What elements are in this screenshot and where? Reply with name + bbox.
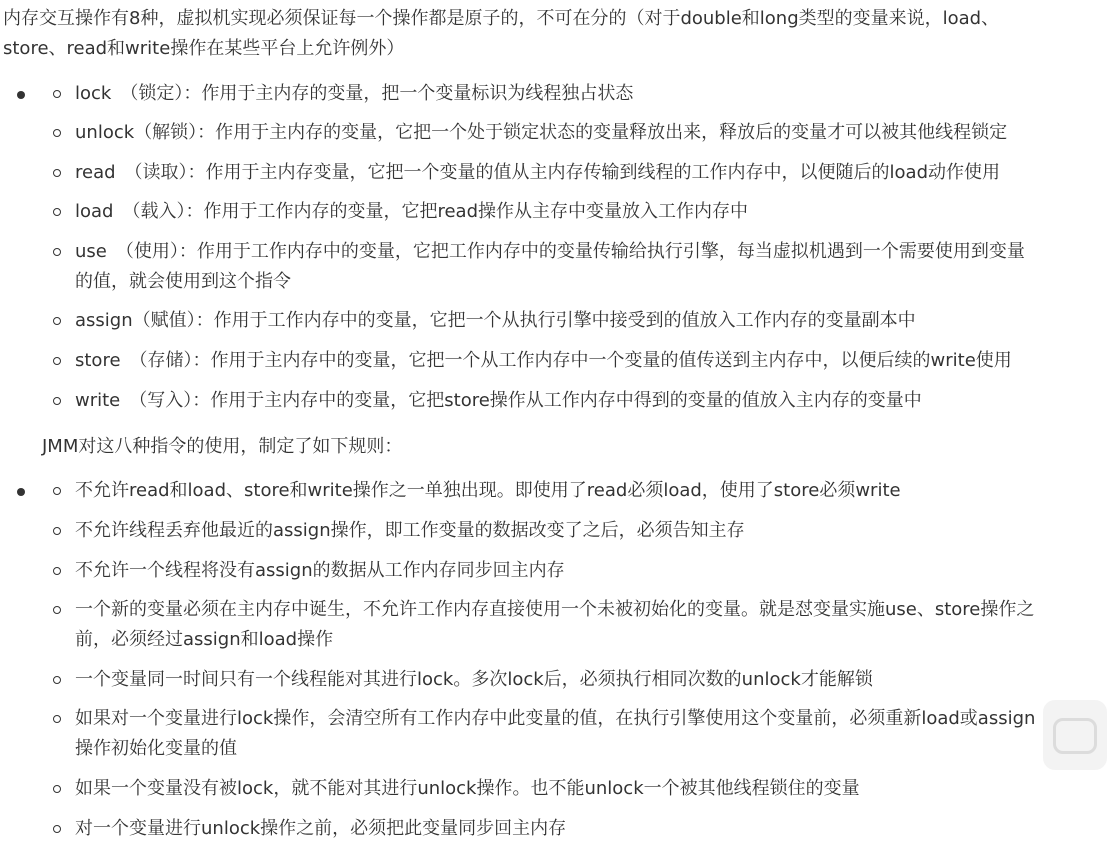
intro-line-1: 内存交互操作有8种，虚拟机实现必须保证每一个操作都是原子的，不可在分的（对于double和long类型的变量来说，load、: [3, 8, 1000, 29]
circle-bullet: [53, 825, 61, 833]
intro-paragraph: [3, 4, 1103, 64]
rule-item: 一个变量同一时间只有一个线程能对其进行lock。多次lock后，必须执行相同次数的unlock才能解锁: [75, 669, 873, 690]
circle-bullet: [53, 487, 61, 495]
outer-bullet-rules: [17, 488, 25, 496]
operation-item-use: use （使用）：作用于工作内存中的变量，它把工作内存中的变量传输给执行引擎，每当虚拟机遇到一个需要使用到变量 的值，就会使用到这个指令: [75, 241, 1025, 292]
circle-bullet: [53, 169, 61, 177]
rule-item: 如果一个变量没有被lock，就不能对其进行unlock操作。也不能unlock一个被其他线程锁住的变量: [75, 778, 860, 799]
rule-item: 不允许线程丢弃他最近的assign操作，即工作变量的数据改变了之后，必须告知主存: [75, 520, 745, 541]
circle-bullet: [53, 606, 61, 614]
circle-bullet: [53, 676, 61, 684]
rule-item: 不允许一个线程将没有assign的数据从工作内存同步回主内存: [75, 560, 565, 581]
circle-bullet: [53, 527, 61, 535]
circle-bullet: [53, 248, 61, 256]
circle-bullet: [53, 357, 61, 365]
rule-item: 如果对一个变量进行lock操作，会清空所有工作内存中此变量的值，在执行引擎使用这个变量前，必须重新load或assign 操作初始化变量的值: [75, 708, 1036, 759]
outer-bullet-operations: [17, 91, 25, 99]
circle-bullet: [53, 208, 61, 216]
operation-item-unlock: unlock（解锁）：作用于主内存的变量，它把一个处于锁定状态的变量释放出来，释放后的变量才可以被其他线程锁定: [75, 122, 1008, 143]
video-site-watermark-logo: [1043, 700, 1107, 770]
intro-line-2: store、read和write操作在某些平台上允许例外）: [3, 38, 405, 59]
circle-bullet: [53, 397, 61, 405]
operation-item-load: load （载入）：作用于工作内存的变量，它把read操作从主存中变量放入工作内存中: [75, 201, 749, 222]
rule-item: 一个新的变量必须在主内存中诞生，不允许工作内存直接使用一个未被初始化的变量。就是怼变量实施use、store操作之 前，必须经过assign和load操作: [75, 599, 1035, 650]
circle-bullet: [53, 317, 61, 325]
circle-bullet: [53, 567, 61, 575]
operation-item-store: store （存储）：作用于主内存中的变量，它把一个从工作内存中一个变量的值传送到主内存中，以便后续的write使用: [75, 350, 1012, 371]
circle-bullet: [53, 785, 61, 793]
operation-item-assign: assign（赋值）：作用于工作内存中的变量，它把一个从执行引擎中接受到的值放入工作内存的变量副本中: [75, 310, 916, 331]
rule-item: 对一个变量进行unlock操作之前，必须把此变量同步回主内存: [75, 818, 567, 839]
circle-bullet: [53, 90, 61, 98]
rule-item: 不允许read和load、store和write操作之一单独出现。即使用了read必须load，使用了store必须write: [75, 480, 901, 501]
operation-item-read: read （读取）：作用于主内存变量，它把一个变量的值从主内存传输到线程的工作内存中，以便随后的load动作使用: [75, 162, 1000, 183]
circle-bullet: [53, 129, 61, 137]
operation-item-lock: lock （锁定）：作用于主内存的变量，把一个变量标识为线程独占状态: [75, 83, 634, 104]
rules-heading: JMM对这八种指令的使用，制定了如下规则：: [42, 436, 403, 457]
circle-bullet: [53, 715, 61, 723]
operation-item-write: write （写入）：作用于主内存中的变量，它把store操作从工作内存中得到的变量的值放入主内存的变量中: [75, 390, 922, 411]
